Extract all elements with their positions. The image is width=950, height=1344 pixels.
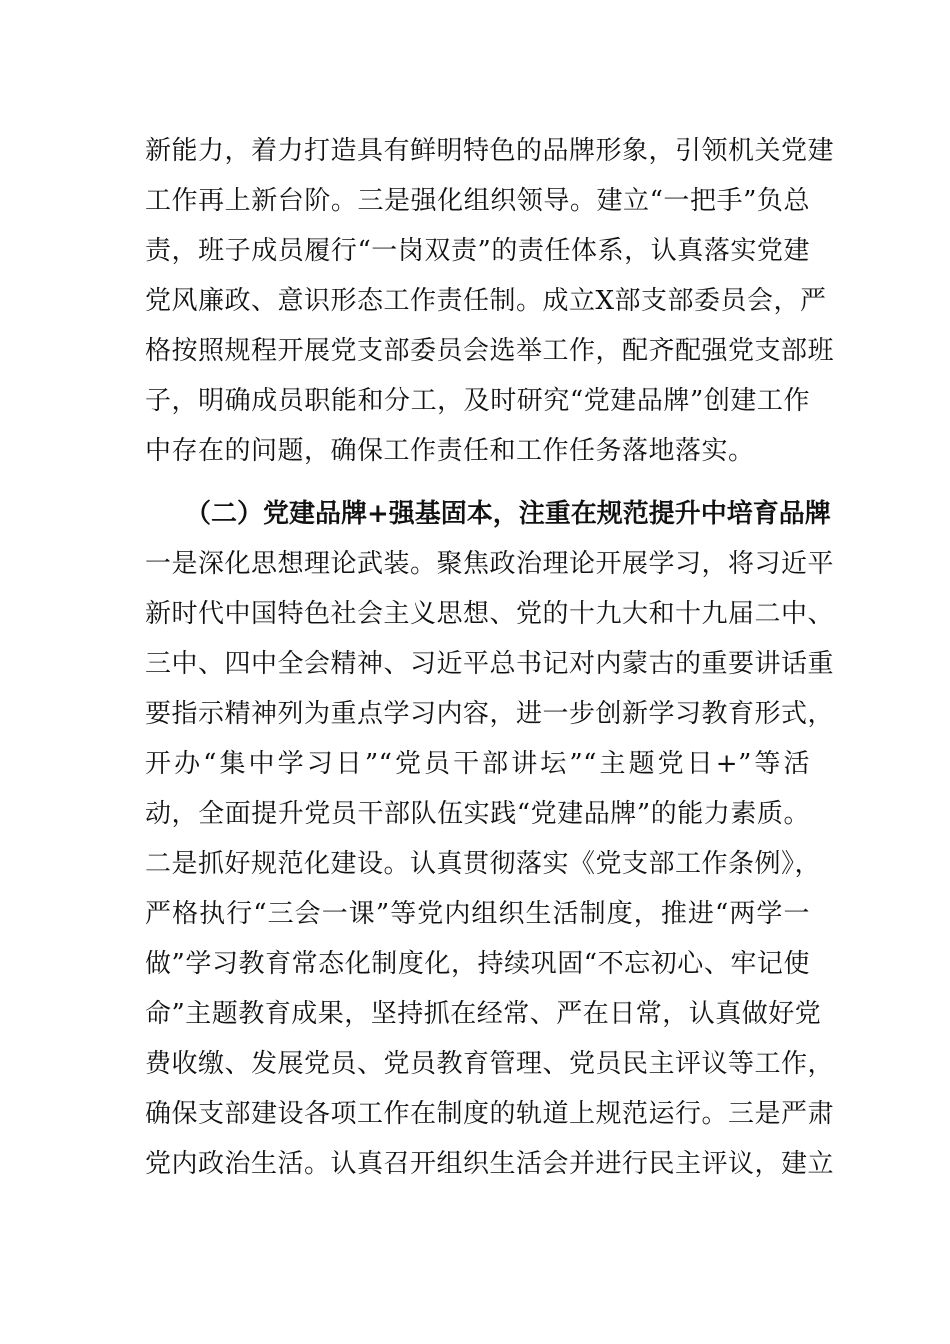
body-text-line: 费收缴、发展党员、党员教育管理、党员民主评议等工作， xyxy=(145,1049,835,1079)
body-text-line: 一是深化思想理论武装。聚焦政治理论开展学习，将习近平 xyxy=(145,549,835,579)
body-text-line: 新时代中国特色社会主义思想、党的十九大和十九届二中、 xyxy=(145,599,835,629)
section-heading: （二）党建品牌+强基固本，注重在规范提升中培育品牌 xyxy=(185,499,831,529)
body-text-line: 党内政治生活。认真召开组织生活会并进行民主评议，建立 xyxy=(145,1149,835,1179)
body-text-line: 二是抓好规范化建设。认真贯彻落实《党支部工作条例》， xyxy=(145,849,822,879)
body-text-line: 要指示精神列为重点学习内容，进一步创新学习教育形式， xyxy=(145,699,835,729)
body-text-line: 三中、四中全会精神、习近平总书记对内蒙古的重要讲话重 xyxy=(145,649,835,679)
body-text-line: 责，班子成员履行“一岗双责”的责任体系，认真落实党建 xyxy=(145,236,810,266)
body-text-line: 中存在的问题，确保工作责任和工作任务落地落实。 xyxy=(145,436,755,466)
body-text-line: 开办“集中学习日”“党员干部讲坛”“主题党日+”等活 xyxy=(145,749,810,779)
body-text-line: 格按照规程开展党支部委员会选举工作，配齐配强党支部班 xyxy=(145,336,835,366)
body-text-line: 子，明确成员职能和分工，及时研究“党建品牌”创建工作 xyxy=(145,386,810,416)
body-text-line: 确保支部建设各项工作在制度的轨道上规范运行。三是严肃 xyxy=(145,1099,835,1129)
body-text-line: 工作再上新台阶。三是强化组织领导。建立“一把手”负总 xyxy=(145,186,810,216)
body-text-line: 严格执行“三会一课”等党内组织生活制度，推进“两学一 xyxy=(145,899,810,929)
body-text-line: 命”主题教育成果，坚持抓在经常、严在日常，认真做好党 xyxy=(145,999,822,1029)
body-text-line: 党风廉政、意识形态工作责任制。成立X部支部委员会，严 xyxy=(145,286,827,316)
body-text-line: 新能力，着力打造具有鲜明特色的品牌形象，引领机关党建 xyxy=(145,136,835,166)
body-text-line: 做”学习教育常态化制度化，持续巩固“不忘初心、牢记使 xyxy=(145,949,810,979)
body-text-line: 动，全面提升党员干部队伍实践“党建品牌”的能力素质。 xyxy=(145,799,810,829)
